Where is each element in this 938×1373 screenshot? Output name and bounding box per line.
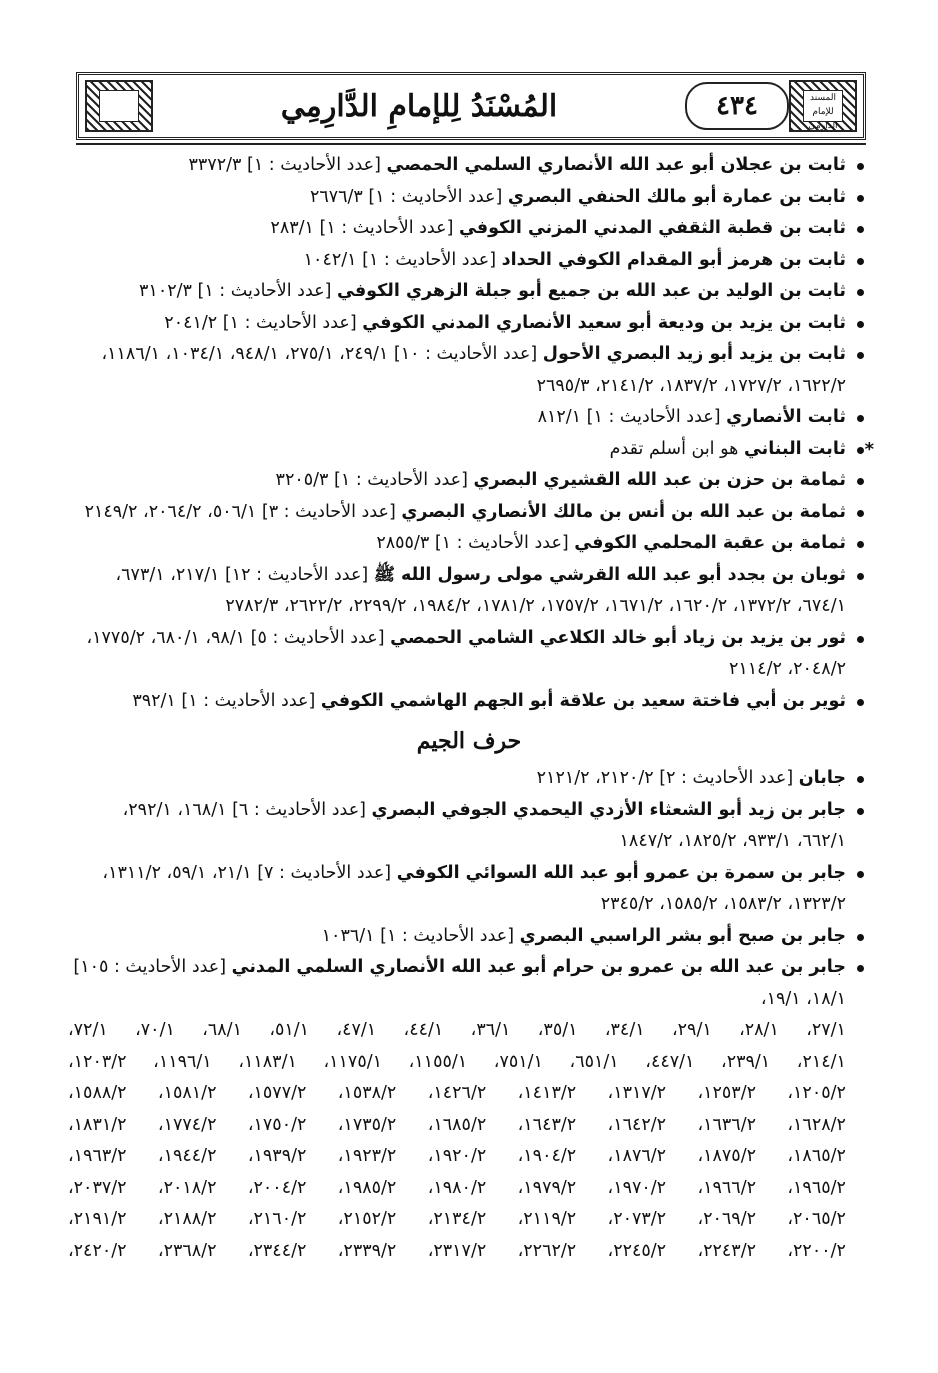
list-item [68, 308, 870, 340]
narrator-name: جابر بن صبح أبو بشر الراسبي البصري [519, 925, 846, 946]
narrator-name: ثابت بن هرمز أبو المقدام الكوفي الحداد [501, 249, 846, 270]
hadith-refs: [عدد الأحاديث : ١] ٣١٠٢/٣ [139, 281, 337, 301]
cross-reference-item [68, 434, 870, 466]
narrator-name: جابر بن عبد الله بن عمرو بن حرام أبو عبد الله الأنصاري السلمي المدني [231, 957, 846, 977]
hadith-refs: [عدد الأحاديث : ١] ٢٦٧٦/٣ [309, 186, 508, 207]
page-header [76, 72, 866, 140]
narrator-name: ثوير بن أبي فاختة سعيد بن علاقة أبو الجهم الهاشمي الكوفي [320, 690, 846, 711]
entries-group-c [68, 763, 870, 952]
section-title: حرف الجيم [416, 728, 522, 754]
list-item [68, 795, 870, 858]
list-item [68, 560, 870, 623]
hadith-refs: [عدد الأحاديث : ٦] ١٦٨/١، ٢٩٢/١، ٦٦٢/١، ٩٣٣/١، ١٨٢٥/٢، ١٨٤٧/٢ [122, 799, 846, 851]
hadith-refs: [عدد الأحاديث : ١] ١٠٤٢/١ [303, 249, 502, 270]
hadith-refs: [عدد الأحاديث : ١٢] ٢١٧/١، ٦٧٣/١، ٦٧٤/١، ١٣٧٢/٢، ١٦٢٠/٢، ١٦٧١/٢، ١٧٥٧/٢، ١٧٨١/٢، ١٩٨٤/٢، ٢٢٩٩/٢، ٢٦٢٢/٢، ٢٧٨٢/٣ [115, 564, 846, 616]
list-item [68, 213, 870, 245]
list-item [68, 763, 870, 795]
page-number: ٤٣٤ [685, 82, 789, 130]
list-item [68, 182, 870, 214]
narrator-name: جابر بن سمرة بن عمرو أبو عبد الله السوائي الكوفي [396, 862, 846, 883]
hadith-refs: [عدد الأحاديث : ١] ٢٨٣/١ [270, 218, 459, 238]
ornament-right [789, 80, 857, 132]
hadith-refs-line: ٢٢٠٠/٢، ٢٢٤٣/٢، ٢٢٤٥/٢، ٢٢٦٢/٢، ٢٣١٧/٢، ٢٣٣٩/٢، ٢٣٤٤/٢، ٢٣٦٨/٢، ٢٤٢٠/٢، [68, 1240, 846, 1261]
hadith-refs-line: ١٩٦٥/٢، ١٩٦٦/٢، ١٩٧٠/٢، ١٩٧٩/٢، ١٩٨٠/٢، ١٩٨٥/٢، ٢٠٠٤/٢، ٢٠١٨/٢، ٢٠٣٧/٢، [68, 1177, 846, 1198]
narrator-name: ثابت بن عجلان أبو عبد الله الأنصاري السلمي الحمصي [386, 155, 846, 175]
narrator-name: ثابت بن يزيد بن وديعة أبو سعيد الأنصاري المدني الكوفي [362, 312, 846, 333]
narrator-name: ثوبان بن بجدد أبو عبد الله القرشي مولى رسول الله ﷺ [373, 564, 846, 585]
list-item [68, 528, 870, 560]
hadith-refs-line: ٢١٤/١، ٢٣٩/١، ٤٤٧/١، ٦٥١/١، ٧٥١/١، ١١٥٥/١، ١١٧٥/١، ١١٨٣/١، ١١٩٦/١، ١٢٠٣/٢، [68, 1051, 846, 1072]
hadith-refs: [عدد الأحاديث : ٧] ٢١/١، ٥٩/١، ١٣١١/٢، ١٣٢٣/٢، ١٥٨٣/٢، ١٥٨٥/٢، ٢٣٤٥/٢ [102, 862, 846, 914]
cross-reference-note: هو ابن أسلم تقدم [609, 438, 744, 459]
list-item [68, 150, 870, 182]
hadith-refs-line: ٢٠٦٥/٢، ٢٠٦٩/٢، ٢٠٧٣/٢، ٢١١٩/٢، ٢١٣٤/٢، ٢١٥٢/٢، ٢١٦٠/٢، ٢١٨٨/٢، ٢١٩١/٢، [68, 1209, 846, 1229]
narrator-name: ثمامة بن عقبة المحلمي الكوفي [574, 533, 846, 553]
narrator-name: ثمامة بن عبد الله بن أنس بن مالك الأنصاري البصري [401, 501, 846, 522]
hadith-refs: [عدد الأحاديث : ١٠] ٢٤٩/١، ٢٧٥/١، ٩٤٨/١، ١٠٣٤/١، ١١٨٦/١، ١٦٢٢/٢، ١٧٢٧/٢، ١٨٣٧/٢، ٢١٤١/٢، ٢٦٩٥/٣ [101, 344, 846, 396]
list-item [68, 686, 870, 718]
hadith-refs: [عدد الأحاديث : ٣] ٥٠٦/١، ٢٠٦٤/٢، ٢١٤٩/٢ [84, 501, 402, 522]
narrator-name: ثابت بن الوليد بن عبد الله بن جميع أبو جبلة الزهري الكوفي [336, 281, 846, 301]
narrator-name: ثابت البناني [743, 438, 846, 459]
narrator-name: ثابت بن قطبة الثقفي المدني المزني الكوفي [458, 218, 846, 238]
narrator-name: ثمامة بن حزن بن عبد الله القشيري البصري [473, 470, 846, 490]
ornament-text: المسند للإمام الدارمي [803, 90, 843, 122]
list-item [68, 497, 870, 529]
narrator-name: جابر بن زيد أبو الشعثاء الأزدي اليحمدي الجوفي البصري [371, 799, 846, 820]
hadith-refs: [عدد الأحاديث : ١٠٥] ١٨/١، ١٩/١، [73, 957, 846, 1009]
hadith-refs: [عدد الأحاديث : ١] ٣٩٢/١ [132, 690, 321, 711]
list-item [68, 623, 870, 686]
list-item [68, 339, 870, 402]
hadith-refs: [عدد الأحاديث : ٢] ٢١٢٠/٢، ٢١٢١/٢ [536, 768, 799, 788]
narrator-name: ثابت بن عمارة أبو مالك الحنفي البصري [507, 186, 846, 207]
entries-group-a [68, 150, 870, 434]
narrator-name: ثابت بن يزيد أبو زيد البصري الأحول [542, 344, 846, 364]
list-item [68, 276, 870, 308]
list-item [68, 921, 870, 953]
narrator-name: جابان [798, 768, 846, 788]
index-content [68, 150, 870, 1267]
list-item [68, 402, 870, 434]
hadith-refs: [عدد الأحاديث : ١] ٣٣٧٢/٣ [188, 155, 387, 175]
list-item [68, 952, 870, 1015]
jabir-entry [68, 952, 870, 1267]
hadith-refs-line: ٢٧/١، ٢٨/١، ٢٩/١، ٣٤/١، ٣٥/١، ٣٦/١، ٤٤/١، ٤٧/١، ٥١/١، ٦٨/١، ٧٠/١، ٧٢/١، [68, 1020, 846, 1040]
ornament-left [85, 80, 153, 132]
hadith-refs: [عدد الأحاديث : ١] ١٠٣٦/١ [321, 925, 520, 946]
header-divider [76, 143, 866, 145]
hadith-refs: [عدد الأحاديث : ١] ٣٢٠٥/٣ [275, 470, 474, 490]
hadith-refs: [عدد الأحاديث : ١] ٢٨٥٥/٣ [376, 533, 575, 553]
hadith-refs: [عدد الأحاديث : ١] ٢٠٤١/٢ [164, 312, 363, 333]
hadith-refs: [عدد الأحاديث : ٥] ٩٨/١، ٦٨٠/١، ١٧٧٥/٢، ٢٠٤٨/٢، ٢١١٤/٢ [86, 627, 846, 679]
list-item [68, 245, 870, 277]
book-title: المُسْنَدُ لِلإمامِ الدَّارِمِي [280, 88, 558, 124]
hadith-refs-line: ١٦٢٨/٢، ١٦٣٦/٢، ١٦٤٢/٢، ١٦٤٣/٢، ١٦٨٥/٢، ١٧٣٥/٢، ١٧٥٠/٢، ١٧٧٤/٢، ١٨٣١/٢، [68, 1114, 846, 1135]
entries-group-b [68, 465, 870, 717]
narrator-name: ثور بن يزيد بن زياد أبو خالد الكلاعي الشامي الحمصي [390, 627, 846, 648]
list-item [68, 858, 870, 921]
list-item [68, 465, 870, 497]
hadith-refs-line: ١٢٠٥/٢، ١٢٥٣/٢، ١٣١٧/٢، ١٤١٣/٢، ١٤٢٦/٢، ١٥٣٨/٢، ١٥٧٧/٢، ١٥٨١/٢، ١٥٨٨/٢، [68, 1083, 846, 1103]
narrator-name: ثابت الأنصاري [726, 407, 846, 427]
hadith-refs: [عدد الأحاديث : ١] ٨١٢/١ [537, 407, 727, 427]
hadith-refs-line: ١٨٦٥/٢، ١٨٧٥/٢، ١٨٧٦/٢، ١٩٠٤/٢، ١٩٢٠/٢، ١٩٢٣/٢، ١٩٣٩/٢، ١٩٤٤/٢، ١٩٦٣/٢، [68, 1146, 846, 1166]
